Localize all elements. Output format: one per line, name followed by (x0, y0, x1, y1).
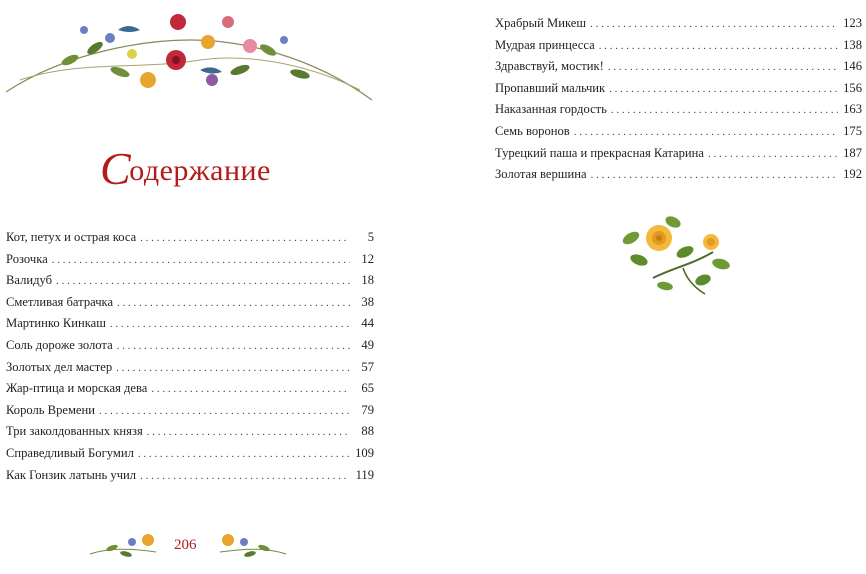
dot-leader (609, 79, 838, 101)
toc-entry[interactable] (495, 56, 862, 78)
toc-entry[interactable] (6, 292, 374, 314)
dot-leader (99, 401, 350, 423)
dot-leader (138, 444, 350, 466)
toc-entry[interactable] (6, 400, 374, 422)
toc-entry[interactable] (6, 270, 374, 292)
toc-list-right (495, 13, 862, 186)
right-page (433, 0, 866, 574)
toc-entry-page: 65 (361, 381, 374, 396)
toc-entry-title: Здравствуй, мостик! (495, 59, 604, 74)
toc-entry-title: Турецкий паша и прекрасная Катарина (495, 145, 704, 160)
dot-leader (599, 36, 838, 58)
toc-entry-title: Жар-птица и морская дева (6, 381, 148, 396)
toc-entry-title: Пропавший мальчик (495, 80, 606, 95)
toc-entry[interactable] (6, 465, 374, 487)
toc-entry-page: 18 (361, 273, 374, 288)
toc-entry[interactable] (6, 313, 374, 335)
dot-leader (591, 165, 838, 187)
toc-entry[interactable] (495, 35, 862, 57)
page-title (100, 142, 271, 195)
toc-entry-page: 88 (361, 424, 374, 439)
dot-leader (52, 250, 350, 272)
toc-entry-page: 119 (355, 467, 374, 482)
toc-list-left (6, 227, 374, 486)
toc-entry-page: 49 (361, 337, 374, 352)
toc-entry-page: 44 (361, 316, 374, 331)
dot-leader (151, 379, 350, 401)
toc-entry-page: 175 (843, 123, 862, 138)
dot-leader (708, 144, 838, 166)
toc-entry-title: Как Гонзик латынь учил (6, 467, 137, 482)
toc-entry-page: 5 (367, 230, 374, 244)
toc-entry[interactable] (6, 249, 374, 271)
yellow-rose-icon (613, 208, 745, 300)
toc-entry[interactable] (6, 421, 374, 443)
toc-entry-title: Золотых дел мастер (6, 359, 113, 374)
toc-entry-page: 123 (843, 16, 862, 30)
toc-entry[interactable] (6, 227, 374, 249)
toc-entry-page: 156 (843, 80, 862, 95)
dot-leader (110, 314, 350, 336)
dot-leader (590, 14, 838, 36)
dot-leader (117, 293, 350, 315)
toc-entry-title: Наказанная гордость (495, 102, 607, 117)
toc-entry-page: 57 (361, 359, 374, 374)
flower-sprig-icon (88, 526, 158, 562)
flower-sprig-icon (218, 526, 288, 562)
toc-entry-page: 12 (361, 251, 374, 266)
dot-leader (140, 228, 350, 250)
toc-entry-page: 109 (355, 445, 374, 460)
toc-entry-title: Семь воронов (495, 123, 570, 138)
dot-leader (608, 57, 838, 79)
toc-entry[interactable] (6, 357, 374, 379)
toc-entry-title: Соль дороже золота (6, 337, 113, 352)
toc-entry-page: 187 (843, 145, 862, 160)
dot-leader (140, 466, 350, 488)
title-initial: С (100, 143, 132, 194)
toc-entry[interactable] (495, 13, 862, 35)
toc-entry-title: Сметливая батрачка (6, 294, 114, 309)
toc-entry[interactable] (495, 121, 862, 143)
toc-entry-page: 38 (361, 294, 374, 309)
toc-entry-title: Мудрая принцесса (495, 37, 595, 52)
toc-entry-title: Золотая вершина (495, 167, 587, 182)
toc-entry-title: Кот, петух и острая коса (6, 230, 137, 244)
title-rest: одержание (129, 154, 271, 187)
toc-entry-title: Справедливый Богумил (6, 445, 134, 460)
toc-entry[interactable] (495, 143, 862, 165)
dot-leader (574, 122, 838, 144)
dot-leader (56, 271, 350, 293)
toc-entry-title: Три заколдованных князя (6, 424, 143, 439)
toc-entry[interactable] (495, 78, 862, 100)
flower-garland-icon (0, 0, 380, 120)
page-number: 206 (174, 537, 197, 553)
toc-entry[interactable] (495, 164, 862, 186)
toc-entry-title: Храбрый Микеш (495, 16, 587, 30)
toc-entry-title: Мартинко Кинкаш (6, 316, 106, 331)
toc-entry[interactable] (6, 335, 374, 357)
toc-entry-page: 79 (361, 402, 374, 417)
toc-entry[interactable] (6, 378, 374, 400)
toc-entry-title: Король Времени (6, 402, 95, 417)
toc-entry-page: 163 (843, 102, 862, 117)
dot-leader (117, 336, 350, 358)
toc-entry-title: Валидуб (6, 273, 53, 288)
toc-entry[interactable] (6, 443, 374, 465)
toc-entry-page: 138 (843, 37, 862, 52)
toc-entry[interactable] (495, 99, 862, 121)
dot-leader (116, 358, 350, 380)
toc-entry-page: 192 (843, 167, 862, 182)
toc-entry-page: 146 (843, 59, 862, 74)
toc-entry-title: Розочка (6, 251, 48, 266)
dot-leader (611, 100, 838, 122)
dot-leader (147, 422, 350, 444)
